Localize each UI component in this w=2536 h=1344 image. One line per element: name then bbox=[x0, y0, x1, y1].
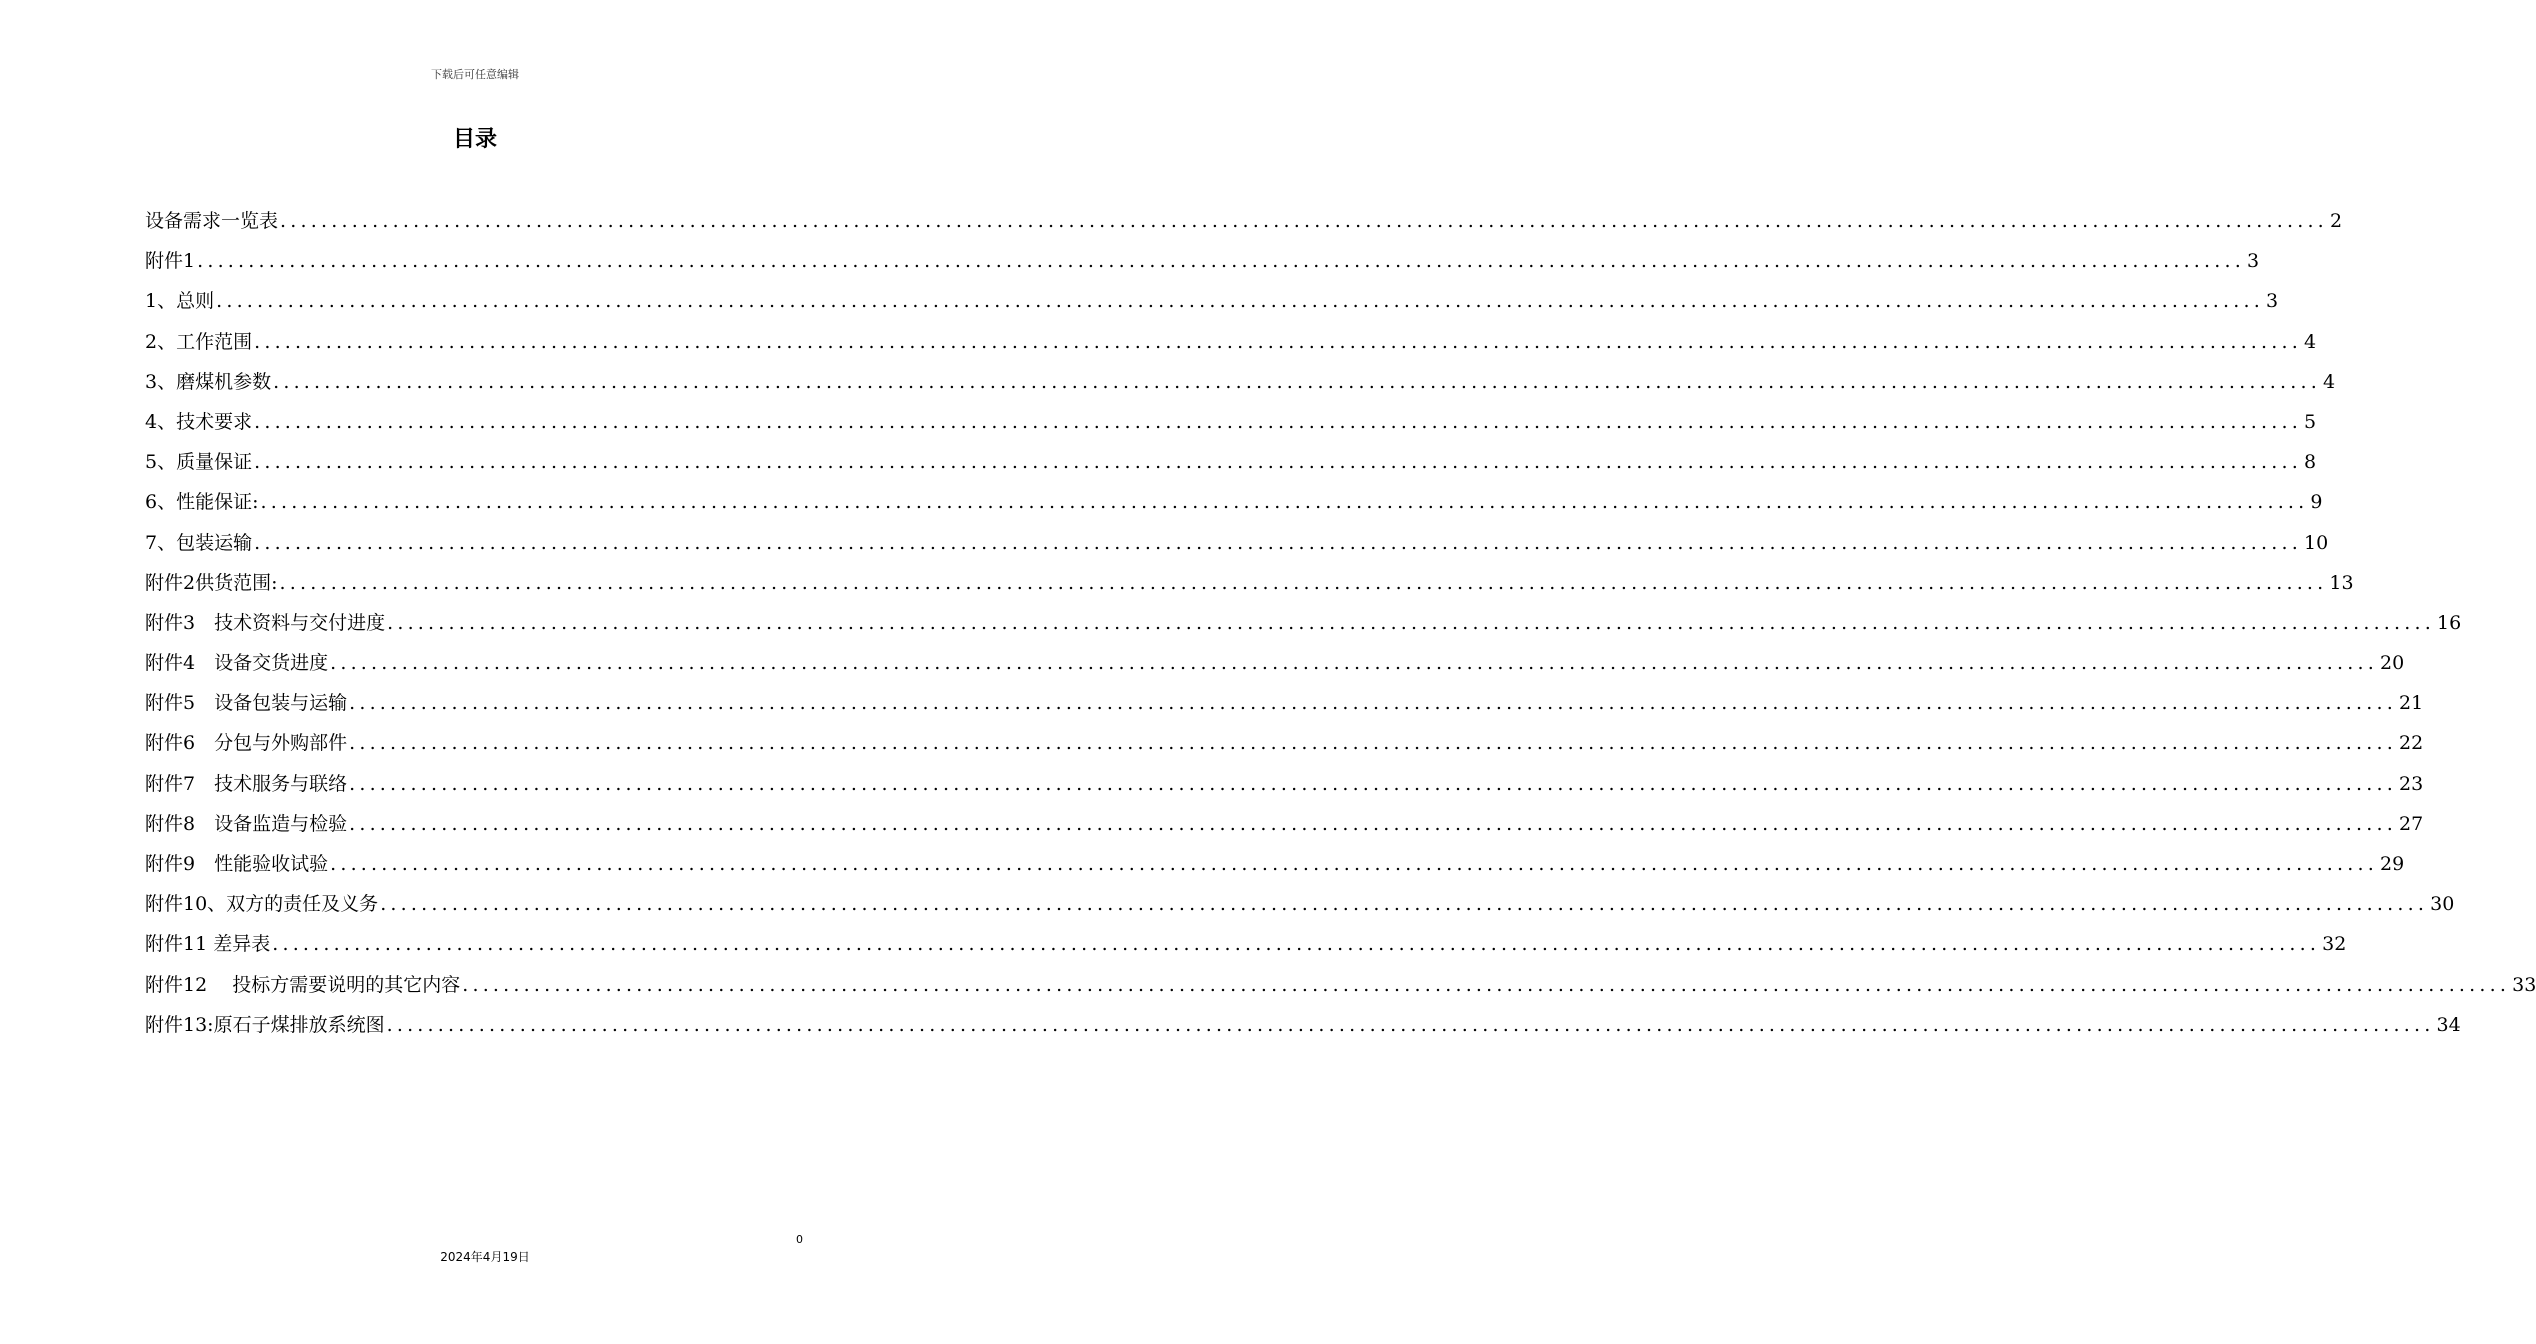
toc-entry-page-number: 34 bbox=[2436, 1013, 2461, 1036]
toc-entry-page-number: 3 bbox=[2266, 290, 2279, 313]
toc-entry[interactable] bbox=[145, 849, 2405, 889]
toc-entry[interactable] bbox=[145, 809, 2424, 849]
toc-entry-page-number: 21 bbox=[2399, 692, 2424, 715]
toc-entry-page-number: 23 bbox=[2399, 772, 2424, 795]
toc-entry-title: 1、总则 bbox=[145, 290, 215, 313]
toc-entry[interactable] bbox=[145, 648, 2405, 688]
toc-entry[interactable] bbox=[145, 688, 2424, 728]
toc-dot-leader: ........................................................................................................................................................................................................ bbox=[387, 611, 2436, 634]
toc-entry-title: 设备需求一览表 bbox=[145, 210, 279, 232]
toc-entry-title: 6、性能保证: bbox=[145, 491, 259, 514]
toc-entry-page-number: 4 bbox=[2304, 330, 2317, 353]
toc-dot-leader: ........................................................................................................................................................................................................ bbox=[260, 491, 2309, 514]
toc-entry[interactable] bbox=[145, 728, 2424, 768]
toc-dot-leader: ........................................................................................................................................................................................................ bbox=[216, 290, 2265, 313]
toc-dot-leader: ........................................................................................................................................................................................................ bbox=[254, 410, 2303, 433]
toc-entry-page-number: 16 bbox=[2437, 611, 2462, 634]
toc-entry-title: 附件6 分包与外购部件 bbox=[145, 732, 348, 755]
toc-entry-page-number: 20 bbox=[2380, 652, 2405, 675]
toc-entry[interactable] bbox=[145, 447, 2317, 487]
toc-entry-page-number: 2 bbox=[2329, 210, 2343, 232]
page-number: 0 bbox=[796, 1233, 803, 1246]
toc-entry-page-number: 8 bbox=[2304, 451, 2317, 474]
toc-entry-title: 附件7 技术服务与联络 bbox=[145, 772, 348, 795]
toc-entry-title: 附件4 设备交货进度 bbox=[145, 652, 329, 675]
toc-entry[interactable] bbox=[145, 970, 2536, 1010]
toc-dot-leader: ........................................................................................................................................................................................................ bbox=[349, 692, 2398, 715]
toc-dot-leader: ........................................................................................................................................................................................................ bbox=[462, 973, 2511, 996]
toc-entry[interactable] bbox=[145, 487, 2323, 527]
toc-entry[interactable] bbox=[145, 327, 2317, 367]
toc-entry-page-number: 4 bbox=[2323, 370, 2336, 393]
toc-entry[interactable] bbox=[145, 407, 2317, 447]
toc-entry-title: 附件1 bbox=[145, 250, 196, 273]
toc-entry-title: 附件13:原石子煤排放系统图 bbox=[145, 1013, 385, 1036]
toc-entry-title: 2、工作范围 bbox=[145, 330, 253, 353]
toc-entry[interactable] bbox=[145, 769, 2424, 809]
toc-dot-leader: ........................................................................................................................................................................................................ bbox=[349, 732, 2398, 755]
toc-entry-page-number: 22 bbox=[2399, 732, 2424, 755]
toc-entry-title: 4、技术要求 bbox=[145, 410, 253, 433]
toc-dot-leader: ........................................................................................................................................................................................................ bbox=[254, 330, 2303, 353]
toc-entry-page-number: 29 bbox=[2380, 853, 2405, 875]
toc-entry[interactable] bbox=[145, 367, 2336, 407]
toc-entry-title: 5、质量保证 bbox=[145, 451, 253, 474]
toc-entry-title: 附件10、双方的责任及义务 bbox=[145, 893, 379, 916]
toc-entry-page-number: 5 bbox=[2304, 410, 2317, 433]
toc-dot-leader: ........................................................................................................................................................................................................ bbox=[279, 571, 2328, 594]
toc-entry[interactable] bbox=[145, 246, 2260, 286]
toc-dot-leader: ........................................................................................................................................................................................................ bbox=[386, 1013, 2435, 1036]
page-title: 目录 bbox=[452, 127, 497, 152]
toc-dot-leader: ........................................................................................................................................................................................................ bbox=[272, 933, 2321, 956]
toc-dot-leader: ........................................................................................................................................................................................................ bbox=[330, 853, 2379, 875]
toc-entry-title: 3、磨煤机参数 bbox=[145, 370, 272, 393]
toc-entry-title: 附件11 差异表 bbox=[145, 933, 271, 956]
toc-entry-title: 附件9 性能验收试验 bbox=[145, 853, 329, 875]
toc-dot-leader: ........................................................................................................................................................................................................ bbox=[273, 370, 2322, 393]
toc-entry-page-number: 33 bbox=[2512, 973, 2536, 996]
toc-entry-page-number: 30 bbox=[2430, 893, 2455, 916]
toc-entry[interactable] bbox=[145, 528, 2329, 568]
toc-entry-title: 附件2供货范围: bbox=[145, 571, 278, 594]
toc-dot-leader: ........................................................................................................................................................................................................ bbox=[349, 812, 2398, 835]
toc-entry[interactable] bbox=[145, 889, 2455, 929]
toc-entry-title: 7、包装运输 bbox=[145, 531, 253, 554]
toc-entry[interactable] bbox=[145, 206, 2343, 246]
toc-dot-leader: ........................................................................................................................................................................................................ bbox=[330, 652, 2379, 675]
toc-entry-page-number: 3 bbox=[2247, 250, 2260, 273]
toc-entry-title: 附件12 投标方需要说明的其它内容 bbox=[145, 973, 461, 996]
toc-entry[interactable] bbox=[145, 1010, 2461, 1050]
footer-date: 2024年4月19日 bbox=[440, 1250, 530, 1264]
toc-entry-page-number: 13 bbox=[2329, 571, 2354, 594]
header-note: 下载后可任意编辑 bbox=[431, 68, 519, 81]
toc-entry[interactable] bbox=[145, 568, 2354, 608]
toc-dot-leader: ........................................................................................................................................................................................................ bbox=[349, 772, 2398, 795]
toc-entry-page-number: 9 bbox=[2310, 491, 2323, 514]
toc-dot-leader: ........................................................................................................................................................................................................ bbox=[380, 893, 2429, 916]
toc-dot-leader: ........................................................................................................................................................................................................ bbox=[280, 210, 2328, 232]
toc-entry-title: 附件5 设备包装与运输 bbox=[145, 692, 348, 715]
table-of-contents bbox=[145, 206, 2536, 1050]
toc-entry[interactable] bbox=[145, 286, 2279, 326]
toc-entry-page-number: 10 bbox=[2304, 531, 2329, 554]
toc-entry-title: 附件3 技术资料与交付进度 bbox=[145, 611, 386, 634]
toc-dot-leader: ........................................................................................................................................................................................................ bbox=[197, 250, 2246, 273]
toc-entry[interactable] bbox=[145, 608, 2462, 648]
toc-dot-leader: ........................................................................................................................................................................................................ bbox=[254, 451, 2303, 474]
toc-entry-title: 附件8 设备监造与检验 bbox=[145, 812, 348, 835]
toc-entry-page-number: 32 bbox=[2322, 933, 2347, 956]
toc-dot-leader: ........................................................................................................................................................................................................ bbox=[254, 531, 2303, 554]
toc-entry-page-number: 27 bbox=[2399, 812, 2424, 835]
toc-entry[interactable] bbox=[145, 929, 2347, 969]
